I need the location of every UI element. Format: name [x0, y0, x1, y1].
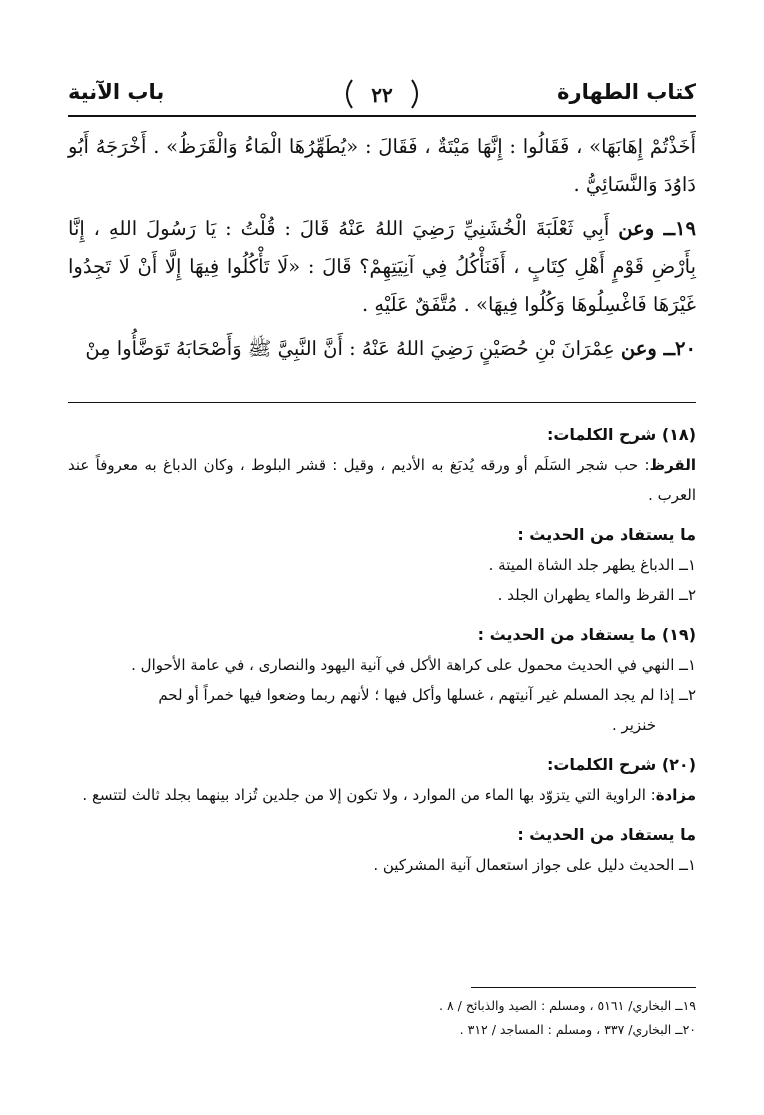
footnote-20: ٢٠ــ البخاري/ ٣٣٧ ، ومسلم : المساجد / ٣١٢ . — [459, 1022, 696, 1037]
benefit-item: ١ــ النهي في الحديث محمول على كراهة الأكل في آنية اليهود والنصارى ، في عامة الأحوال . — [131, 656, 696, 674]
hadith-20-text: عِمْرَانَ بْنِ حُصَيْنٍ رَضِيَ اللهُ عَنْهُ : أَنَّ النَّبِيَّ ﷺ وَأَصْحَابَهُ تَوَضَّأُوا مِنْ — [85, 337, 615, 360]
section-19-heading: (١٩) ما يستفاد من الحديث : — [477, 625, 696, 644]
footnote-19: ١٩ــ البخاري/ ٥١٦١ ، ومسلم : الصيد والذبائح / ٨ . — [439, 998, 696, 1013]
section-20-heading: (٢٠) شرح الكلمات: — [546, 755, 696, 774]
hadith-19 — [68, 210, 696, 324]
term-mazada: مزادة — [655, 786, 696, 804]
page-number-cartouche — [340, 78, 424, 110]
definition-mazada: : الراوية التي يتزوّد بها الماء من الموارد ، ولا تكون إلا من جلدين تُزاد بينهما بجلد ثالث لتتسع . — [82, 786, 656, 804]
benefit-item: ٢ــ إذا لم يجد المسلم غير آنيتهم ، غسلها وأكل فيها ؛ لأنهم ربما وضعوا فيها خمراً أو لحم — [158, 686, 696, 704]
hadith-18-continuation: أَخَذْتُمْ إِهَابَهَا» ، فَقَالُوا : إِنَّهَا مَيْتَةٌ ، فَقَالَ : «يُطَهِّرُهَا الْمَاءُ وَالْقَرَظُ» . أَخْرَجَهُ أَبُو دَاوُدَ وَالنَّسَائِيُّ . — [68, 135, 696, 196]
benefit-item: ٢ــ القرظ والماء يطهران الجلد . — [497, 586, 696, 604]
section-18-heading: (١٨) شرح الكلمات: — [546, 425, 696, 444]
hadith-text — [68, 128, 696, 374]
running-header — [68, 76, 696, 116]
header-rule — [68, 115, 696, 117]
hadith-20-number: ٢٠ــ وعن — [620, 337, 696, 360]
section-20-benefits-heading: ما يستفاد من الحديث : — [517, 825, 696, 844]
section-18-benefits-heading: ما يستفاد من الحديث : — [517, 525, 696, 544]
footnote-rule — [471, 987, 696, 988]
separator-rule — [68, 402, 696, 403]
benefit-item-continuation: خنزير . — [611, 716, 656, 734]
definition-qaraz: : حب شجر السَلَم أو ورقه يُدبَغ به الأديم ، وقيل : قشر البلوط ، وكان الدباغ به معروفاً عند العرب . — [68, 456, 696, 504]
term-qaraz: القرظ — [649, 456, 696, 474]
footnotes — [68, 994, 696, 1042]
chapter-title: باب الآنية — [68, 80, 165, 104]
page-number: ٢٢ — [371, 83, 393, 107]
section-18-definition — [68, 450, 696, 510]
section-20-definition — [68, 780, 696, 810]
commentary — [68, 420, 696, 880]
benefit-item: ١ــ الدباغ يطهر جلد الشاة الميتة . — [488, 556, 696, 574]
book-title: كتاب الطهارة — [557, 80, 696, 104]
benefit-item: ١ــ الحديث دليل على جواز استعمال آنية المشركين . — [373, 856, 696, 874]
hadith-19-number: ١٩ــ وعن — [618, 217, 696, 240]
hadith-19-text: أَبِي ثَعْلَبَةَ الْخُشَنِيِّ رَضِيَ اللهُ عَنْهُ قَالَ : قُلْتُ : يَا رَسُولَ اللهِ ، إِنَّا بِأَرْضِ قَوْمٍ أَهْلِ كِتَابٍ ، أَفَنَأْكُلُ فِي آنِيَتِهِمْ؟ قَالَ : «لَا تَأْكُلُوا فِيهَا إِلَّا أَنْ لَا تَجِدُوا غَيْرَهَا فَاغْسِلُوهَا وَكُلُوا فِيهَا» . مُتَّفَقٌ عَلَيْهِ . — [68, 217, 696, 316]
hadith-20 — [68, 330, 696, 368]
